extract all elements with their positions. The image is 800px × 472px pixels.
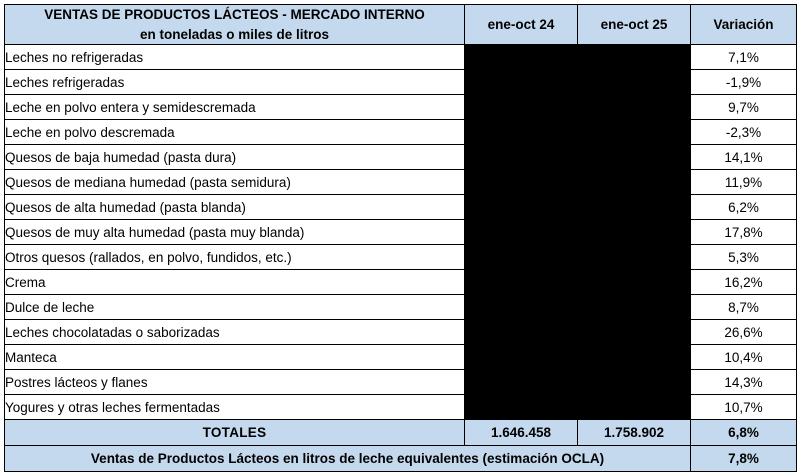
row-variation: 8,7% (691, 295, 797, 320)
row-value-period-2 (578, 245, 691, 270)
row-label: Leches chocolatadas o saborizadas (5, 320, 465, 345)
row-label: Leche en polvo entera y semidescremada (5, 95, 465, 120)
row-value-period-1 (465, 195, 578, 220)
table-row (5, 45, 797, 70)
table-row (5, 95, 797, 120)
row-variation: 10,4% (691, 345, 797, 370)
row-variation: 26,6% (691, 320, 797, 345)
row-label: Quesos de muy alta humedad (pasta muy blanda) (5, 220, 465, 245)
footer-label: Ventas de Productos Lácteos en litros de leche equivalentes (estimación OCLA) (5, 446, 691, 472)
row-variation: 10,7% (691, 395, 797, 420)
table-row (5, 295, 797, 320)
row-value-period-2 (578, 345, 691, 370)
row-value-period-2 (578, 370, 691, 395)
row-value-period-1 (465, 170, 578, 195)
footer-variation: 7,8% (691, 446, 797, 472)
row-value-period-1 (465, 295, 578, 320)
dairy-sales-table (4, 4, 797, 472)
row-value-period-1 (465, 145, 578, 170)
row-value-period-2 (578, 320, 691, 345)
table-row (5, 120, 797, 145)
row-value-period-1 (465, 120, 578, 145)
table-row (5, 220, 797, 245)
table-header (5, 5, 797, 45)
table-title-cell (5, 5, 465, 45)
row-value-period-1 (465, 395, 578, 420)
row-value-period-1 (465, 220, 578, 245)
row-variation: 7,1% (691, 45, 797, 70)
row-value-period-1 (465, 245, 578, 270)
table-title-line-1: VENTAS DE PRODUCTOS LÁCTEOS - MERCADO INTERNO (44, 7, 425, 22)
row-value-period-1 (465, 45, 578, 70)
row-label: Dulce de leche (5, 295, 465, 320)
row-variation: 6,2% (691, 195, 797, 220)
row-label: Quesos de baja humedad (pasta dura) (5, 145, 465, 170)
column-header-period-2: ene-oct 25 (578, 5, 691, 45)
column-header-period-1: ene-oct 24 (465, 5, 578, 45)
table-row (5, 70, 797, 95)
table-row (5, 320, 797, 345)
row-label: Crema (5, 270, 465, 295)
row-value-period-1 (465, 95, 578, 120)
row-value-period-2 (578, 145, 691, 170)
table-row (5, 370, 797, 395)
table-row (5, 145, 797, 170)
row-value-period-2 (578, 170, 691, 195)
row-variation: -2,3% (691, 120, 797, 145)
row-value-period-1 (465, 270, 578, 295)
totals-label: TOTALES (5, 420, 465, 446)
table-body (5, 45, 797, 472)
row-value-period-2 (578, 295, 691, 320)
row-label: Leches no refrigeradas (5, 45, 465, 70)
row-label: Leche en polvo descremada (5, 120, 465, 145)
table-row (5, 170, 797, 195)
row-variation: 14,1% (691, 145, 797, 170)
table-row (5, 395, 797, 420)
row-label: Quesos de alta humedad (pasta blanda) (5, 195, 465, 220)
table-row (5, 195, 797, 220)
row-variation: -1,9% (691, 70, 797, 95)
row-value-period-1 (465, 320, 578, 345)
row-label: Yogures y otras leches fermentadas (5, 395, 465, 420)
table-row (5, 270, 797, 295)
totals-variation: 6,8% (691, 420, 797, 446)
row-variation: 5,3% (691, 245, 797, 270)
row-variation: 14,3% (691, 370, 797, 395)
header-row (5, 5, 797, 45)
row-value-period-1 (465, 370, 578, 395)
row-variation: 11,9% (691, 170, 797, 195)
row-label: Otros quesos (rallados, en polvo, fundidos, etc.) (5, 245, 465, 270)
footer-row (5, 446, 797, 472)
row-value-period-2 (578, 45, 691, 70)
row-label: Leches refrigeradas (5, 70, 465, 95)
column-header-variation: Variación (691, 5, 797, 45)
row-label: Quesos de mediana humedad (pasta semidura) (5, 170, 465, 195)
row-value-period-1 (465, 345, 578, 370)
row-value-period-2 (578, 270, 691, 295)
row-value-period-1 (465, 70, 578, 95)
table-title-line-2: en toneladas o miles de litros (139, 26, 330, 42)
row-value-period-2 (578, 195, 691, 220)
row-variation: 9,7% (691, 95, 797, 120)
totals-row (5, 420, 797, 446)
totals-value-period-1: 1.646.458 (465, 420, 578, 446)
table-row (5, 345, 797, 370)
row-value-period-2 (578, 120, 691, 145)
row-value-period-2 (578, 395, 691, 420)
row-value-period-2 (578, 70, 691, 95)
row-value-period-2 (578, 220, 691, 245)
table-row (5, 245, 797, 270)
totals-value-period-2: 1.758.902 (578, 420, 691, 446)
row-label: Postres lácteos y flanes (5, 370, 465, 395)
row-variation: 16,2% (691, 270, 797, 295)
row-value-period-2 (578, 95, 691, 120)
row-variation: 17,8% (691, 220, 797, 245)
row-label: Manteca (5, 345, 465, 370)
